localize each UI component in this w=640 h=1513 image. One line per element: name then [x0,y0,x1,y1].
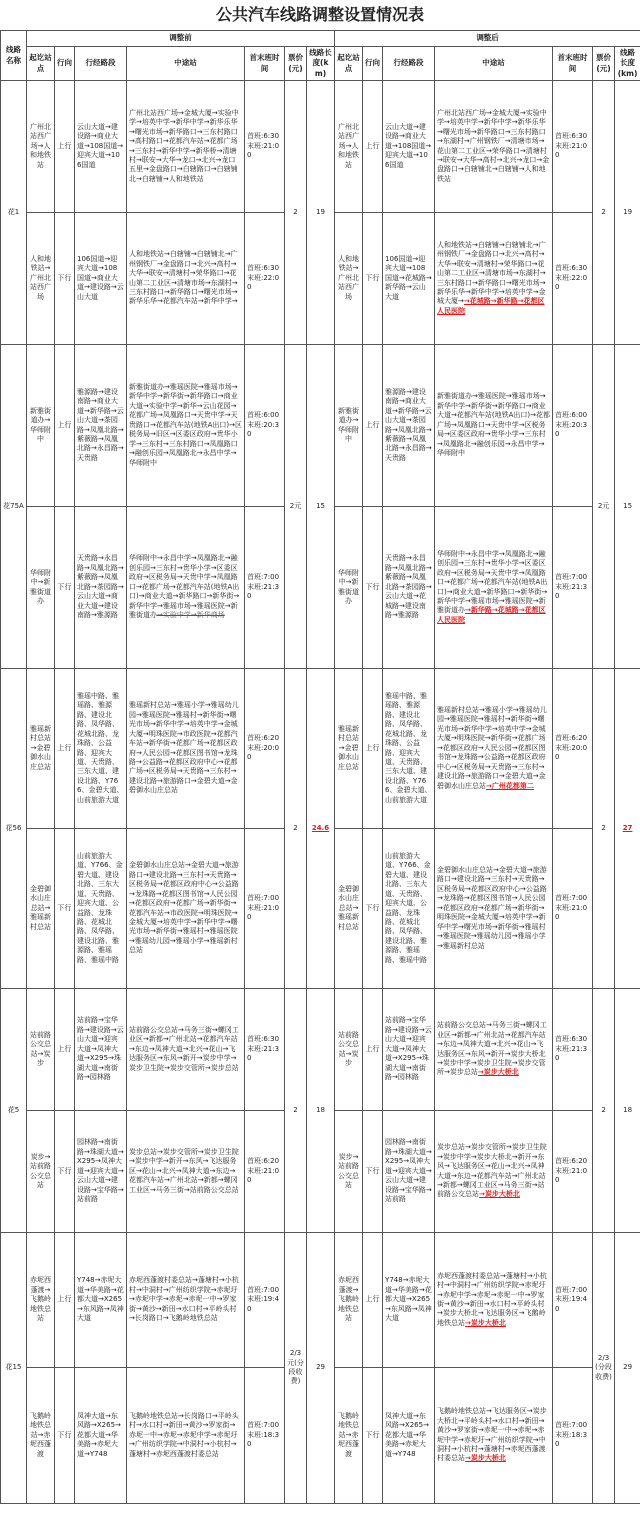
after-times: 首班:7:00 末班:18:30 [553,1368,593,1504]
route-name: 花1 [1,81,27,345]
before-start-end: 广州北站西广场→人和地铁站 [27,81,55,213]
after-path: 园林路→南街路→珠湖大道→X295→凤神大道→迎宾大道→云山大道→建设路→宝华路→站前路 [383,1111,435,1233]
after-direction: 上行 [363,345,383,507]
before-stops: 站前路公交总站→马务三街→螺冈工业区→新都→广州北站→花都汽车站→东边→凤神大道→北兴→花山→飞达服务区→东风→新开→炭步中学→炭步卫生院→炭步交管所→炭步总站 [127,989,245,1111]
after-stops: 华师附中→永昌中学→凤凰路北→融创乐园→三东村→贵华小学→区委区政府→区税务局→天贵中学→凤凰路口→花都广场→花都汽车站(地铁A出口)→商业大道→新华路口→新华街→新华中学→雅瑶市场→雅瑶医院→新雅街道办→新华路→花城路→花都区人民医院 [435,507,553,669]
before-start-end: 炭步→站前路公交总站 [27,1111,55,1233]
after-length: 18 [615,989,640,1233]
before-start-end: 雅瑶新村总站→金碧御水山庄总站 [27,669,55,829]
before-direction: 下行 [55,829,75,989]
changed-stop: →花城路→新华路 [463,297,518,306]
before-times: 首班:6:30 末班:22:00 [245,213,285,345]
after-path: 凤神大道→东风路→X265→花都大道→华美路→赤坭大道→Y748 [383,1368,435,1504]
after-start-end: 站前路公交总站→炭步 [335,989,363,1111]
before-direction: 下行 [55,1111,75,1233]
table-row [1,989,640,1111]
before-start-end: 人和地铁站→广州北站西广场 [27,213,55,345]
after-start-end: 新雅街道办→华师附中 [335,345,363,507]
after-path: 站前路→宝华路→建设路→云山大道→迎宾大道→凤神大道→X295→珠湖大道→南街路→园林路 [383,989,435,1111]
after-direction: 下行 [363,1111,383,1233]
before-times: 首班:6:20 末班:20:00 [245,669,285,829]
after-fare: 2 [593,669,615,989]
after-path: Y748→赤坭大道→华美路→花都大道→X265→东风路→凤神大道 [383,1233,435,1368]
before-fare: 2/3元(分段收费) [285,1233,307,1504]
after-times: 首班:6:30 末班:22:00 [553,213,593,345]
before-length: 24.6 [307,669,335,989]
after-stops: 赤坭西蓬渡村委总站→蓬塘村→小杭村→中洞村→广州纺织学院→赤坭圩→赤坭中学→赤坭→赤坭一中→罗家街→黄沙→新田→水口村→平岭头村→炭步大桥北→飞达服务区→飞鹅岭地铁总站→炭步大桥北 [435,1233,553,1368]
after-start-end: 金碧御水山庄总站→雅瑶新村总站 [335,829,363,989]
after-times: 首班:6:20 末班:20:00 [553,669,593,829]
header-length: 线路长度(km) [615,47,640,81]
after-length: 15 [615,345,640,669]
before-path: Y748→赤坭大道→华美路→花都大道→X265→东风路→凤神大道 [75,1233,127,1368]
table-row [1,1233,640,1368]
before-length: 29 [307,1233,335,1504]
before-times: 首班:7:00 末班:21:30 [245,507,285,669]
after-fare: 2/3(分段收费) [593,1233,615,1504]
before-stops: 飞鹅岭地铁总站→长岗路口→平岭头村→水口村→新田→黄沙→罗家街→赤坭一中→赤坭→赤坭中学→赤坭圩→广州纺织学院→中洞村→小杭村→蓬塘村→赤坭西蓬渡村委总站 [127,1368,245,1504]
after-stops: 雅瑶新村总站→雅瑶小学→雅瑶幼儿园→雅瑶医院→雅瑶村→新华街→曙光市场→新华中学→培英中学→金城大厦→明珠医院→新华街→花都广场→花都区政府→人民公园→花都区图书馆→龙珠路→公益路→花都区政府中心→区税务局→天贵路→三东村→建设北路→旅游路口→金碧大道→金碧御水山庄总站→广州花都第二 [435,669,553,829]
after-path: 云山大道→建设路→商业大道→108国道→迎宾大道→106国道 [383,81,435,213]
after-times: 首班:7:00 末班:21:00 [553,829,593,989]
after-direction: 下行 [363,213,383,345]
after-length: 27 [615,669,640,989]
before-direction: 下行 [55,213,75,345]
before-path: 云山大道→建设路→商业大道→108国道→迎宾大道→106国道 [75,81,127,213]
route-name: 花75A [1,345,27,669]
before-direction: 上行 [55,81,75,213]
before-path: 106国道→迎宾大道→108国道→商业大道→建设路→云山大道 [75,213,127,345]
header-before: 调整前 [27,31,335,47]
header-direction: 行向 [55,47,75,81]
before-direction: 上行 [55,669,75,829]
after-start-end: 雅瑶新村总站→金碧御水山庄总站 [335,669,363,829]
after-fare: 2元 [593,345,615,669]
after-direction: 上行 [363,1233,383,1368]
before-start-end: 站前路公交总站→炭步 [27,989,55,1111]
header-after: 调整后 [335,31,640,47]
changed-stop: →炭步大桥北 [479,1190,520,1199]
route-name: 花56 [1,669,27,989]
before-fare: 2 [285,989,307,1233]
after-start-end: 赤坭西蓬渡→飞鹅岭地铁总站 [335,1233,363,1368]
after-times: 首班:6:30 末班:21:00 [553,81,593,213]
after-start-end: 人和地铁站→广州北站西广场 [335,213,363,345]
after-times: 首班:7:00 末班:19:40 [553,1233,593,1368]
page-title: 公共汽车线路调整设置情况表 [215,5,424,24]
after-start-end: 炭步→站前路公交总站 [335,1111,363,1233]
after-stops: 炭步总站→炭步交管所→炭步卫生院→炭步中学→炭步大桥北→新开→东风→飞达服务区→花山→北兴→凤神大道→东边→花都汽车站→广州北站→新都→螺冈工业区→马务三街→站前路公交总站→炭步大桥北 [435,1111,553,1233]
before-times: 首班:6:30 末班:21:30 [245,989,285,1111]
before-direction: 上行 [55,989,75,1111]
after-stops: 新雅街道办→雅瑶医院→雅瑶市场→新华中学→新华街→新华路口→商业大道→花都汽车站(地铁A出口)→花都广场→凤凰路口→天贵中学→区税务局→区委区政府→贵华小学→三东村→凤凰路北→融创乐园→永昌中学→华师附中 [435,345,553,507]
header-path: 行经路段 [75,47,127,81]
header-start-end: 起讫站点 [335,47,363,81]
after-stops: 广州北站西广场→金城大厦→实验中学→培英中学→新华中学→新华乐华→曙光市场→新华路口→三东村路口→东湖村→广州钢铁厂→清塘市场→花山第二工业区→荣华路口→清塘村→联安→大华→高村→北兴→龙口→金盘路口→白辖铺北→白辖铺→人和地铁站 [435,81,553,213]
after-length: 19 [615,81,640,345]
before-start-end: 飞鹅岭地铁总站→赤坭西蓬渡 [27,1368,55,1504]
after-direction: 下行 [363,507,383,669]
changed-stop: →花都区人民医院 [437,297,545,315]
after-path: 106国道→迎宾大道→108国道→花城路→新华路→云山大道 [383,213,435,345]
after-path: 天贵路→永昌路→凤凰北路→紫薇路→凤凰北路→茶园路→云山大道→花城路→建设南路→雅源路 [383,507,435,669]
changed-stop: →炭步大桥北 [477,1068,519,1077]
before-stops: 金碧御水山庄总站→金碧大道→旅游路口→建设北路→三东村→天贵路→区税务局→花都区政府中心→公益路→龙珠路→花都区图书馆→人民公园→花都区政府→花都广场→新华街→花都汽车站→市政医院→明珠医院→金城大厦→培英中学→新华中学→曙光市场→新华街→雅瑶村→雅瑶医院→雅瑶幼儿园→雅瑶小学→雅瑶新村总站 [127,829,245,989]
after-direction: 上行 [363,989,383,1111]
changed-stop: →广州花都第二 [486,781,534,790]
changed-stop: →炭步大桥北 [465,1454,506,1463]
route-table [0,30,640,1504]
before-path: 山前旅游大道、Y766、金碧大道、建设北路、三东大道、天贵路、迎宾大道、公益路、龙珠路、花城北路、凤华路、建设北路、雅源路、雅瑶路、雅瑶中路 [75,829,127,989]
before-path: 雅源路→建设南路→商业大道→新华路→云山大道→茶园路→凤凰北路→紫薇路→凤凰北路→永昌路→天贵路 [75,345,127,507]
after-start-end: 广州北站西广场→人和地铁站 [335,81,363,213]
before-fare: 2元 [285,345,307,669]
before-stops: 赤坭西蓬渡村委总站→蓬塘村→小杭村→中洞村→广州纺织学院→赤坭圩→赤坭中学→赤坭→赤坭一中→罗家街→黄沙→新田→水口村→平岭头村→长岗路口→飞鹅岭地铁总站 [127,1233,245,1368]
header-route-name: 线路名称 [1,31,27,81]
after-times: 首班:6:30 末班:21:30 [553,989,593,1111]
before-start-end: 新雅街道办→华师附中 [27,345,55,507]
before-path: 站前路→宝华路→建设路→云山大道→迎宾大道→凤神大道→X295→珠湖大道→南街路→园林路 [75,989,127,1111]
before-length: 15 [307,345,335,669]
table-row [1,345,640,507]
route-name: 花15 [1,1233,27,1504]
before-stops: 广州北站西广场→金城大厦→实验中学→培英中学→新华中学→新华乐华→曙光市场→新华路口→三东村路口→高村路口→花都汽车站→花都广场→三东村→新华中学→新华桥→清塘村→联安→大华→龙口→北兴→龙口五里→金盘路口→白辖路口→白辖铺北→白辖铺→人和地铁站 [127,81,245,213]
after-direction: 上行 [363,669,383,829]
before-length: 19 [307,81,335,345]
before-direction: 上行 [55,1233,75,1368]
table-row [1,669,640,829]
header-stops: 中途站 [435,47,553,81]
before-stops: 炭步总站→炭步交管所→炭步卫生院→炭步中学→新开→东风→飞达服务区→花山→北兴→凤神大道→东边→花都汽车站→广州北站→新都→螺冈工业区→马务三街→站前路公交总站 [127,1111,245,1233]
before-path: 园林路→南街路→珠湖大道→X295→凤神大道→迎宾大道→云山大道→建设路→宝华路→站前路 [75,1111,127,1233]
before-stops: 新雅街道办→雅瑶医院→雅瑶市场→新华中学→新华街→新华路口→商业大道→实验中学→新华→云山花园→花都广场→凤凰路口→天贵中学→天贵路口→花都汽车站(地铁A出口)→区税务局→旧区→区委区政府→贵华小学→三东村→三东村路口→凤凰路口→融创乐园→凤凰路北→永昌中学→华师附中 [127,345,245,507]
header-times: 首末班时间 [245,47,285,81]
after-times: 首班:7:00 末班:21:30 [553,507,593,669]
before-direction: 下行 [55,507,75,669]
header-fare: 票价(元) [593,47,615,81]
after-length: 29 [615,1233,640,1504]
after-fare: 2 [593,81,615,345]
header-path: 行经路段 [383,47,435,81]
before-fare: 2 [285,669,307,989]
before-times: 首班:6:30 末班:21:00 [245,81,285,213]
after-direction: 下行 [363,829,383,989]
header-length: 线路长度(km) [307,47,335,81]
changed-stop: →炭步大桥北 [465,1318,506,1327]
after-stops: 金碧御水山庄总站→金碧大道→旅游路口→建设北路→三东村→天贵路→区税务局→花都区政府中心→公益路→龙珠路→花都区图书馆→人民公园→花都区政府→花都广场→新华街→明珠医院→金城大厦→培英中学→新华中学→曙光市场→新华街→雅瑶村→雅瑶医院→雅瑶幼儿园→雅瑶小学→雅瑶新村总站 [435,829,553,989]
header-fare: 票价(元) [285,47,307,81]
after-start-end: 飞鹅岭地铁总站→赤坭西蓬渡 [335,1368,363,1504]
before-direction: 下行 [55,1368,75,1504]
table-row [1,81,640,213]
after-path: 雅瑶中路、雅瑶路、雅源路、建设北路、凤华路、花城北路、龙珠路、公益路、迎宾大道、天贵路、三东大道、建设北路、Y766、金碧大道、山前旅游大道 [383,669,435,829]
before-length: 18 [307,989,335,1233]
after-stops: 站前路公交总站→马务三街→螺冈工业区→新都→广州北站→花都汽车站→东边→凤神大道→北兴→花山→飞达服务区→东风→新开→炭步大桥北→炭步中学→炭步卫生院→炭步交管所→炭步总站→炭步大桥北 [435,989,553,1111]
before-times: 首班:6:20 末班:21:00 [245,1111,285,1233]
header-direction: 行向 [363,47,383,81]
after-start-end: 华师附中→新雅街道办 [335,507,363,669]
after-times: 首班:6:20 末班:21:00 [553,1111,593,1233]
header-start-end: 起讫站点 [27,47,55,81]
before-times: 首班:7:00 末班:18:30 [245,1368,285,1504]
changed-stop: →花都区人民医院 [437,606,546,624]
table-body [1,81,640,1504]
before-start-end: 金碧御水山庄总站→雅瑶新村总站 [27,829,55,989]
header-stops: 中途站 [127,47,245,81]
before-direction: 上行 [55,345,75,507]
before-times: 首班:7:00 末班:19:40 [245,1233,285,1368]
before-path: 天贵路→永昌路→凤凰北路→紫薇路→凤凰北路→茶园路→云山大道→商业大道→建设南路→雅源路 [75,507,127,669]
after-stops: 人和地铁站→白辖铺→白辖铺北→广州钢铁厂→金盘路口→北兴→高村→大华→联安→清塘村→荣华路口→花山第二工业区→清塘市场→东湖村→三东村路口→新华路口→曙光市场→新华乐华→新华中学→培英中学→金城大厦→→花城路→新华路→花都区人民医院 [435,213,553,345]
before-start-end: 赤坭西蓬渡→飞鹅岭地铁总站 [27,1233,55,1368]
after-path: 山前旅游大道、Y766、金碧大道、建设北路、三东大道、天贵路、迎宾大道、公益路、龙珠路、花城北路、凤华路、建设北路、雅源路、雅瑶路、雅瑶中路 [383,829,435,989]
before-times: 首班:6:00 末班:20:30 [245,345,285,507]
after-times: 首班:6:00 末班:20:30 [553,345,593,507]
after-stops: 飞鹅岭地铁总站→飞达服务区→炭步大桥北→平岭头村→水口村→新田→黄沙→罗家街→赤坭一中→赤坭→赤坭中学→赤坭圩→广州纺织学院→中洞村→小杭村→蓬塘村→赤坭西蓬渡村委总站→炭步大桥北 [435,1368,553,1504]
after-direction: 上行 [363,81,383,213]
after-path: 雅源路→建设南路→商业大道→新华路→云山大道→茶园路→凤凰北路→紫薇路→凤凰北路→永昌路→天贵路 [383,345,435,507]
before-path: 雅瑶中路、雅瑶路、雅源路、建设北路、凤华路、花城北路、龙珠路、公益路、迎宾大道、天贵路、三东大道、建设北路、Y766、金碧大道、山前旅游大道 [75,669,127,829]
header-times: 首末班时间 [553,47,593,81]
changed-stop: →新华路→花城路 [465,606,519,615]
before-path: 凤神大道→东风路→X265→花都大道→华美路→赤坭大道→Y748 [75,1368,127,1504]
removed-stop: →实验中学→新华商场 [157,611,225,620]
after-direction: 下行 [363,1368,383,1504]
before-times: 首班:7:00 末班:21:00 [245,829,285,989]
before-stops: 华师附中→永昌中学→凤凰路北→融创乐园→三东村→贵华小学→区委区政府→区税务局→天贵中学→凤凰路口→花都广场→花都汽车站(地铁A出口)→商业大道→新华路口→新华街→新华中学→雅瑶市场→雅瑶医院→新雅街道办→实验中学→新华商场 [127,507,245,669]
before-start-end: 华师附中→新雅街道办 [27,507,55,669]
after-fare: 2 [593,989,615,1233]
route-name: 花5 [1,989,27,1233]
before-stops: 雅瑶新村总站→雅瑶小学→雅瑶幼儿园→雅瑶医院→雅瑶村→新华街→曙光市场→新华中学→培英中学→金城大厦→明珠医院→市政医院→花都汽车站→新华街→花都广场→花都区政府→人民公园→花都区图书馆→龙珠路→公益路→花都区政府中心→花都广场→区税务局→天贵路→三东村→建设北路→旅游路口→金碧大道→金碧御水山庄总站 [127,669,245,829]
before-fare: 2 [285,81,307,345]
before-stops: 人和地铁站→白辖铺→白辖铺北→广州钢铁厂→金盘路口→北兴→高村→大华→联安→清塘村→荣华路口→花山第二工业区→清塘市场→东湖村→三东村路口→新华路口→曙光市场→新华乐华→花都汽车站→新华中学→ [127,213,245,345]
